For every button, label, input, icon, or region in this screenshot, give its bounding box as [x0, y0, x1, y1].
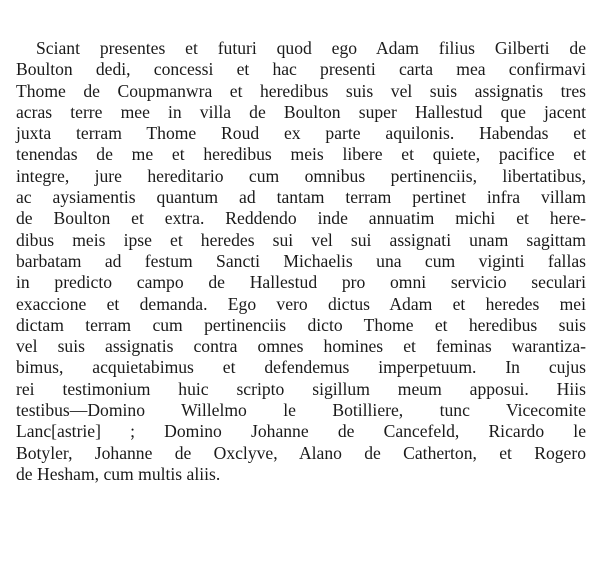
- text-line: Lanc[astrie] ; Domino Johanne de Cancefeld, Ricardo le: [16, 421, 586, 442]
- text-line: de Boulton et extra. Reddendo inde annuatim michi et here-: [16, 208, 586, 229]
- text-line: integre, jure hereditario cum omnibus pertinenciis, libertatibus,: [16, 165, 586, 186]
- text-line: barbatam ad festum Sancti Michaelis una cum viginti fallas: [16, 250, 586, 271]
- text-line: Sciant presentes et futuri quod ego Adam filius Gilberti de: [36, 38, 586, 58]
- text-line: Thome de Coupmanwra et heredibus suis vel suis assignatis tres: [16, 80, 586, 101]
- text-line: dictam terram cum pertinenciis dicto Thome et heredibus suis: [16, 314, 586, 335]
- text-line: exaccione et demanda. Ego vero dictus Adam et heredes mei: [16, 293, 586, 314]
- text-line: dibus meis ipse et heredes sui vel sui assignati unam sagittam: [16, 229, 586, 250]
- text-line: Botyler, Johanne de Oxclyve, Alano de Catherton, et Rogero: [16, 442, 586, 463]
- text-line: rei testimonium huic scripto sigillum meum apposui. Hiis: [16, 378, 586, 399]
- text-line: acras terre mee in villa de Boulton super Hallestud que jacent: [16, 101, 586, 122]
- text-line: Boulton dedi, concessi et hac presenti carta mea confirmavi: [16, 59, 586, 80]
- text-line: juxta terram Thome Roud ex parte aquilonis. Habendas et: [16, 123, 586, 144]
- text-line: in predicto campo de Hallestud pro omni servicio seculari: [16, 272, 586, 293]
- text-line: testibus—Domino Willelmo le Botilliere, tunc Vicecomite: [16, 400, 586, 421]
- charter-text: [16, 38, 586, 485]
- text-line: ac aysiamentis quantum ad tantam terram pertinet infra villam: [16, 187, 586, 208]
- text-line: bimus, acquietabimus et defendemus imperpetuum. In cujus: [16, 357, 586, 378]
- text-line: de Hesham, cum multis aliis.: [16, 463, 221, 484]
- text-line: tenendas de me et heredibus meis libere et quiete, pacifice et: [16, 144, 586, 165]
- text-line: vel suis assignatis contra omnes homines et feminas warantiza-: [16, 336, 586, 357]
